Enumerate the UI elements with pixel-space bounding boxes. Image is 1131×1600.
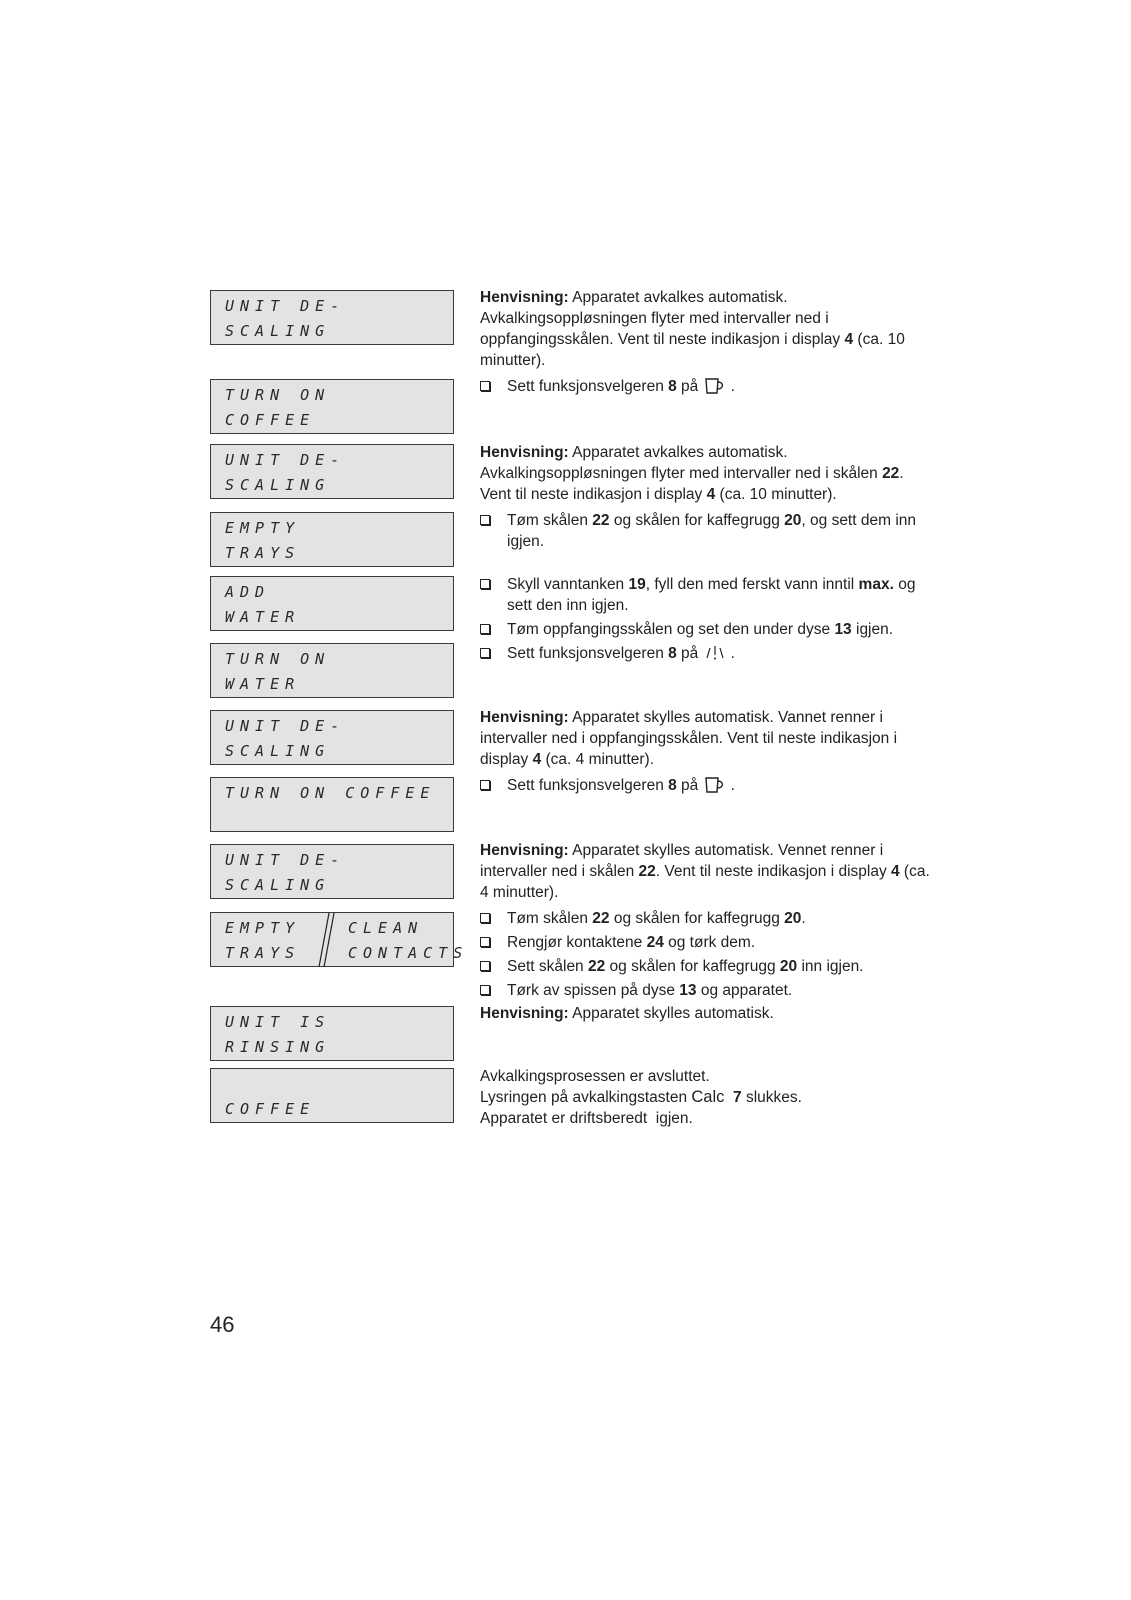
instruction-block-2 xyxy=(480,442,930,552)
checkbox-bullet-icon xyxy=(480,515,490,525)
lcd-line: UNIT DE- xyxy=(225,851,346,869)
instruction-block-5 xyxy=(480,840,930,1024)
lcd-line: WATER xyxy=(225,608,301,626)
lcd-line: EMPTY xyxy=(225,919,301,937)
hint-paragraph: Henvisning: Apparatet avkalkes automatisk. Avkalkingsoppløsningen flyter med intervaller ned i skålen 22. Vent til neste indikasjon i display 4 (ca. 10 minutter). xyxy=(480,444,904,503)
lcd-display-8 xyxy=(210,777,454,832)
step-item: Tøm oppfangingsskålen og set den under dyse 13 igjen. xyxy=(480,619,930,640)
completion-line: Avkalkingsprosessen er avsluttet. xyxy=(480,1068,710,1085)
completion-line: Lysringen på avkalkingstasten Calc 7 slukkes. xyxy=(480,1088,802,1106)
step-item: Skyll vanntanken 19, fyll den med ferskt vann inntil max. og sett den inn igjen. xyxy=(480,574,930,616)
step-item: Tøm skålen 22 og skålen for kaffegrugg 20. xyxy=(480,908,930,929)
lcd-display-3 xyxy=(210,444,454,499)
instruction-block-4 xyxy=(480,707,930,796)
lcd-display-12 xyxy=(210,1068,454,1123)
completion-line: Apparatet er driftsberedt igjen. xyxy=(480,1110,693,1127)
page-number: 46 xyxy=(210,1312,235,1337)
lcd-line: TURN ON xyxy=(225,386,331,404)
checkbox-bullet-icon xyxy=(480,381,490,391)
lcd-display-9 xyxy=(210,844,454,899)
lcd-line: TURN ON COFFEE xyxy=(225,784,436,802)
lcd-display-11 xyxy=(210,1006,454,1061)
calc-key-label: Calc xyxy=(691,1088,725,1106)
instruction-block-6 xyxy=(480,1066,930,1129)
lcd-line: SCALING xyxy=(225,742,331,760)
cup-icon xyxy=(704,377,726,395)
checkbox-bullet-icon xyxy=(480,937,490,947)
lcd-line: UNIT DE- xyxy=(225,451,346,469)
hint-paragraph: Henvisning: Apparatet skylles automatisk. xyxy=(480,1005,774,1022)
lcd-line: TRAYS xyxy=(225,544,301,562)
lcd-line: UNIT IS xyxy=(225,1013,331,1031)
lcd-display-1 xyxy=(210,290,454,345)
lcd-line: TURN ON xyxy=(225,650,331,668)
lcd-line: EMPTY xyxy=(225,519,301,537)
lcd-display-7 xyxy=(210,710,454,765)
lcd-display-10 xyxy=(210,912,469,967)
step-item: Sett funksjonsvelgeren 8 på . xyxy=(480,643,930,664)
lcd-line: UNIT DE- xyxy=(225,297,346,315)
instruction-block-3 xyxy=(480,574,930,664)
hint-paragraph: Henvisning: Apparatet skylles automatisk. Vannet renner i intervaller ned i oppfangingsskålen. Vent til neste indikasjon i display 4 (ca. 4 minutter). xyxy=(480,709,898,768)
step-item: Sett funksjonsvelgeren 8 på . xyxy=(480,376,930,397)
hot-water-icon xyxy=(704,644,726,662)
lcd-line: UNIT DE- xyxy=(225,717,346,735)
lcd-display-2 xyxy=(210,379,454,434)
checkbox-bullet-icon xyxy=(480,985,490,995)
cup-icon xyxy=(704,776,726,794)
lcd-display-5 xyxy=(210,576,454,631)
lcd-line: SCALING xyxy=(225,322,331,340)
step-item: Tøm skålen 22 og skålen for kaffegrugg 20, og sett dem inn igjen. xyxy=(480,510,930,552)
step-item: Tørk av spissen på dyse 13 og apparatet. xyxy=(480,980,930,1001)
checkbox-bullet-icon xyxy=(480,961,490,971)
lcd-line: WATER xyxy=(225,675,301,693)
hint-paragraph: Henvisning: Apparatet skylles automatisk. Vennet renner i intervaller ned i skålen 22. Vent til neste indikasjon i display 4 (ca. 4 minutter). xyxy=(480,842,930,901)
lcd-line: COFFEE xyxy=(225,411,316,429)
lcd-line: SCALING xyxy=(225,876,331,894)
hint-paragraph: Henvisning: Apparatet avkalkes automatisk. Avkalkingsoppløsningen flyter med intervaller ned i oppfangingsskålen. Vent til neste indikasjon i display 4 (ca. 10 minutter). xyxy=(480,289,905,369)
lcd-line: CLEAN xyxy=(348,919,424,937)
lcd-line: COFFEE xyxy=(225,1100,316,1118)
checkbox-bullet-icon xyxy=(480,780,490,790)
checkbox-bullet-icon xyxy=(480,579,490,589)
hint-label: Henvisning: xyxy=(480,289,569,306)
step-item: Sett funksjonsvelgeren 8 på . xyxy=(480,775,930,796)
lcd-line: SCALING xyxy=(225,476,331,494)
step-item: Sett skålen 22 og skålen for kaffegrugg 20 inn igjen. xyxy=(480,956,930,977)
lcd-line: ADD xyxy=(225,583,271,601)
instruction-block-1 xyxy=(480,287,930,397)
lcd-line: RINSING xyxy=(225,1038,331,1056)
checkbox-bullet-icon xyxy=(480,648,490,658)
alternating-display-separator-icon xyxy=(315,911,335,969)
step-item: Rengjør kontaktene 24 og tørk dem. xyxy=(480,932,930,953)
lcd-line: TRAYS xyxy=(225,944,301,962)
lcd-line: CONTACTS xyxy=(348,944,469,962)
checkbox-bullet-icon xyxy=(480,624,490,634)
checkbox-bullet-icon xyxy=(480,913,490,923)
lcd-display-4 xyxy=(210,512,454,567)
lcd-display-6 xyxy=(210,643,454,698)
